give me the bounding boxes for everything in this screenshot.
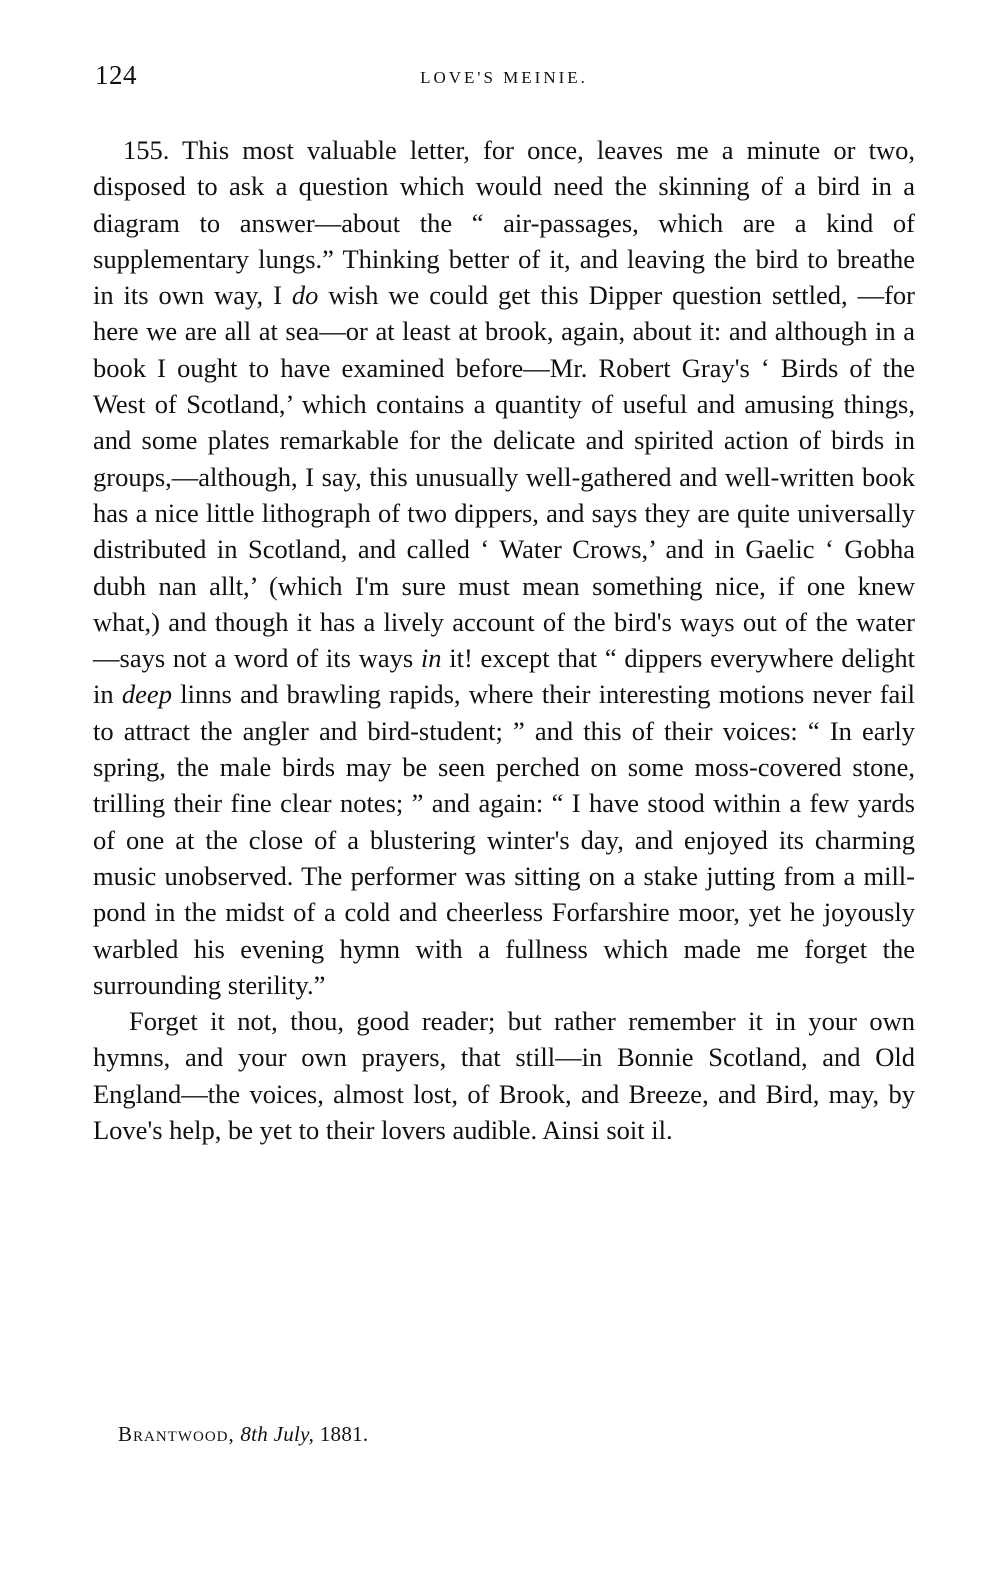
page-header (93, 60, 915, 100)
page-number: 124 (95, 60, 137, 90)
running-title: LOVE'S MEINIE. (420, 68, 588, 87)
paragraph-text: wish we could get this Dipper question settled, —for here we are all at sea—or at least at brook, again, about it: and although in a book I ought to have examined before—Mr. Robert Gray's ‘ Birds of the West of Scotland,’ which contains a quantity of useful and amusing things, and some plates remarkable for the delicate and spirited action of birds in groups,—although, I say, this unusually well-gathered and well-written book has a nice little lithograph of two dippers, and says they are quite universally distributed in Scotland, and called ‘ Water Crows,’ and in Gaelic ‘ Gobha dubh nan allt,’ (which I'm sure must mean something nice, if one knew what,) and though it has a lively account of the bird's ways out of the water—says not a word of its ways (93, 280, 915, 674)
signature-date: 8th July, (240, 1422, 315, 1446)
paragraph-text: linns and brawling rapids, where their interesting motions never fail to attract the angler and bird-student; ” and this of their voices: “ In early spring, the male birds may be seen perched on some moss-covered stone, trilling their fine clear notes; ” and again: “ I have stood within a few yards of one at the close of a blustering winter's day, and enjoyed its charming music unobserved. The performer was sitting on a stake jutting from a mill-pond in the midst of a cold and cheerless Forfarshire moor, yet he joyously warbled his evening hymn with a fullness which made me forget the surrounding sterility.” (93, 679, 915, 1000)
paragraph-text: 155. This most valuable letter, for once, leaves me a minute or two, disposed to ask a question which would need the skinning of a bird in a diagram to answer—about the “ air-passages, which are a kind of supplementary lungs.” Thinking better of it, and leaving the bird to breathe in its own way, I (93, 135, 915, 311)
emphasis-deep: deep (121, 679, 172, 710)
emphasis-do: do (291, 280, 319, 311)
emphasis-in: in (420, 643, 442, 674)
paragraph-text: it! except that “ dippers everywhere delight in (93, 643, 915, 710)
paragraph-155 (93, 132, 915, 1003)
paragraph-closing: Forget it not, thou, good reader; but rather remember it in your own hymns, and your own prayers, that still—in Bonnie Scotland, and Old England—the voices, almost lost, of Brook, and Breeze, and Bird, may, by Love's help, be yet to their lovers audible. Ainsi soit il. (93, 1006, 915, 1146)
signature-line (118, 1422, 368, 1447)
signature-place: Brantwood, (118, 1422, 235, 1446)
signature-year: 1881. (319, 1422, 369, 1446)
body-text (93, 132, 915, 1148)
